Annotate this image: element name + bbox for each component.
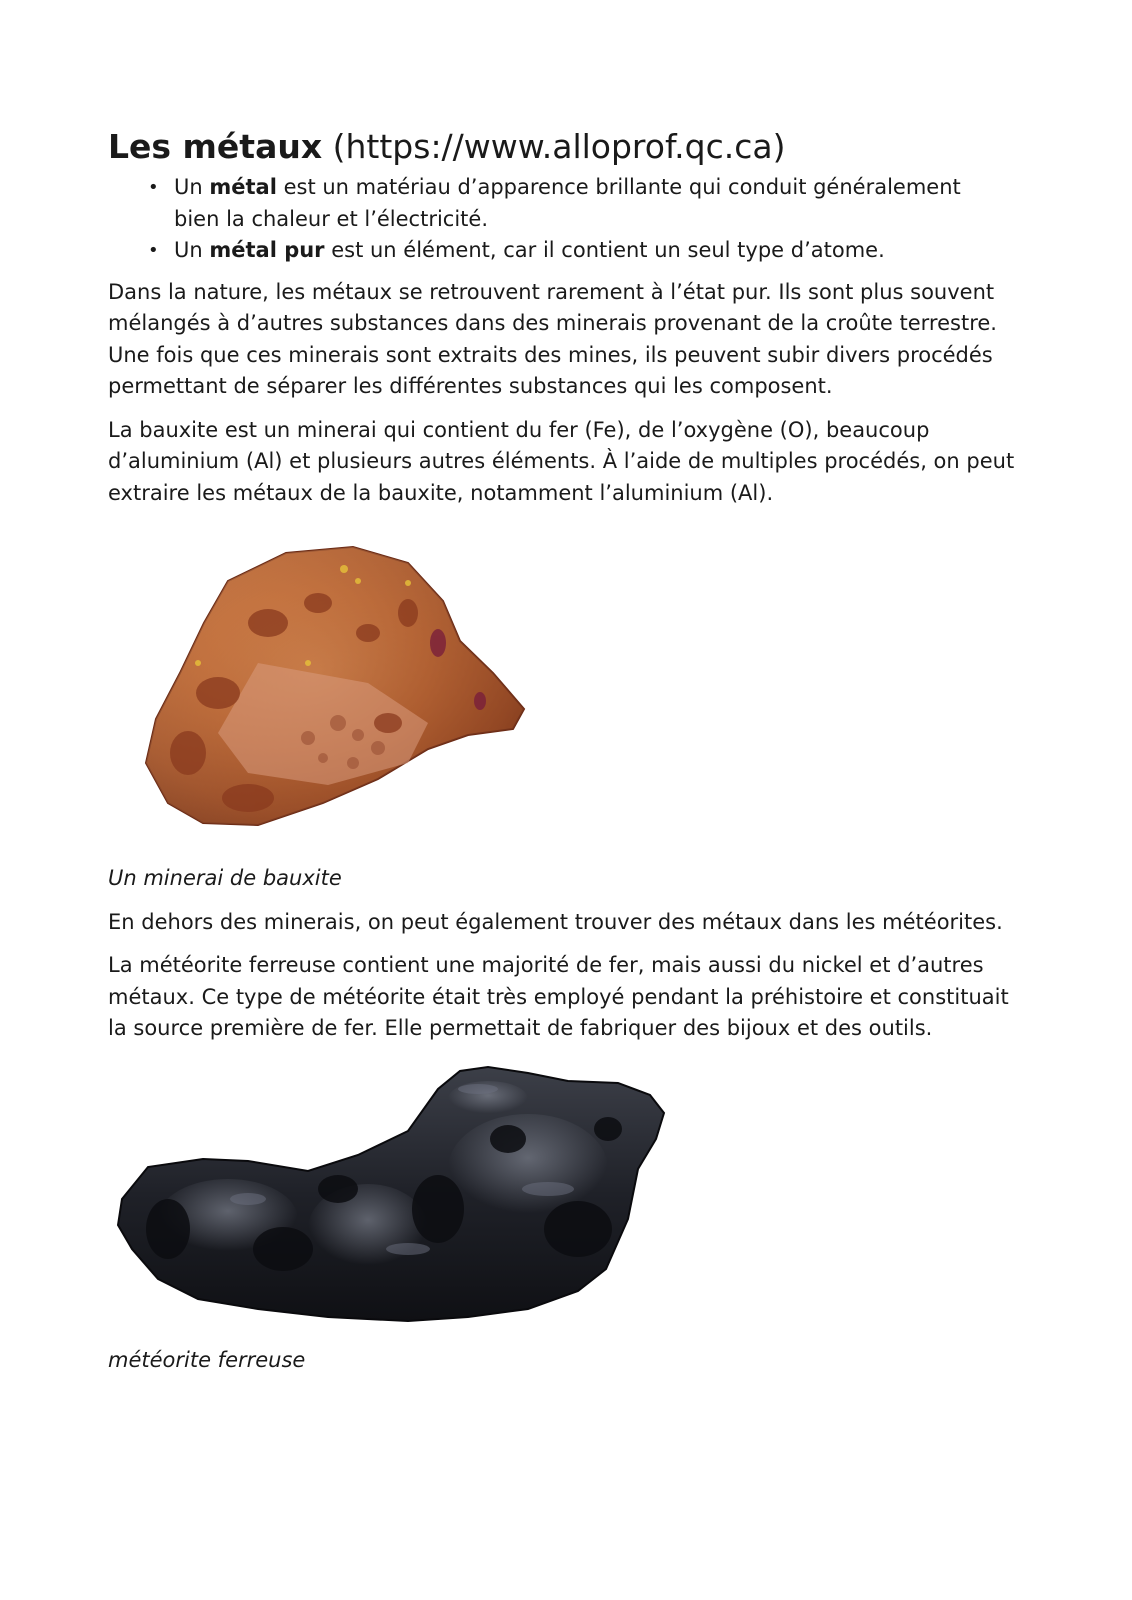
document-page [108, 126, 1028, 1388]
term-bold: métal [209, 175, 277, 199]
meteorite-image [108, 1059, 688, 1341]
text-span: Un [174, 238, 210, 262]
title-bold: Les métaux [108, 127, 323, 166]
list-item [148, 172, 1028, 235]
bullet-glyph: • [148, 240, 159, 261]
bauxite-image [108, 523, 560, 863]
bullet-glyph: • [148, 177, 159, 198]
text-span: Un [174, 175, 210, 199]
page-title [108, 126, 1028, 168]
text-span: est un élément, car il contient un seul type d’atome. [324, 238, 885, 262]
title-source: (https://www.alloprof.qc.ca) [322, 127, 786, 166]
bauxite-caption: Un minerai de bauxite [108, 866, 342, 890]
paragraph-nature: Dans la nature, les métaux se retrouvent rarement à l’état pur. Ils sont plus souvent mélangés à d’autres substances dans des minerais provenant de la croûte terrestre. Une fois que ces minerais sont extraits des mines, ils peuvent subir divers procédés permettant de séparer les différentes substances qui les composent. [108, 279, 997, 398]
paragraph-meteorites: En dehors des minerais, on peut également trouver des métaux dans les météorites. [108, 909, 1003, 934]
definition-list [108, 172, 1028, 267]
paragraph-iron-meteorite: La météorite ferreuse contient une majorité de fer, mais aussi du nickel et d’autres métaux. Ce type de météorite était très employé pendant la préhistoire et constituait la source première de fer. Elle permettait de fabriquer des bijoux et des outils. [108, 953, 1009, 1040]
list-item [148, 235, 1028, 267]
text-span: est un matériau d’apparence brillante qui conduit généralement bien la chaleur et l’électricité. [174, 175, 961, 231]
meteorite-caption: météorite ferreuse [108, 1347, 306, 1372]
paragraph-bauxite: La bauxite est un minerai qui contient du fer (Fe), de l’oxygène (O), beaucoup d’aluminium (Al) et plusieurs autres éléments. À l’aide de multiples procédés, on peut extraire les métaux de la bauxite, notamment l’aluminium (Al). [108, 417, 1015, 505]
term-bold: métal pur [209, 238, 325, 262]
